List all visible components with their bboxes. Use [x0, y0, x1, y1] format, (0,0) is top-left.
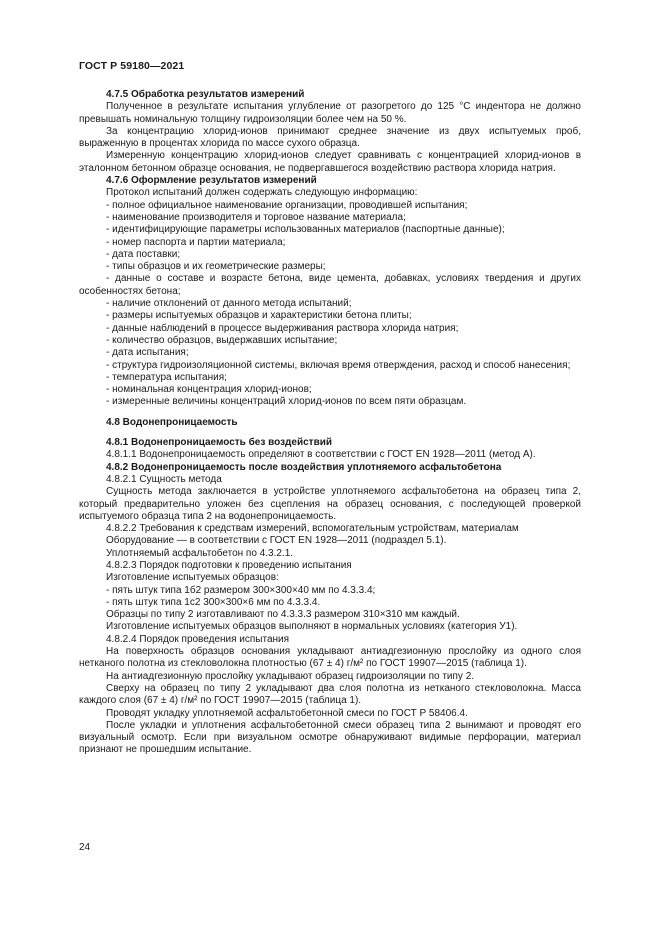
paragraph: Сущность метода заключается в устройстве уплотняемого асфальтобетона на образец типа 2, который предварительно уложен без сцепления на образец основания, с последующей проверкой испытуемого образца типа 2 на водонепроницаемость. [79, 486, 581, 522]
list-item: - измеренные величины концентраций хлорид-ионов по всем пяти образцам. [106, 396, 467, 408]
paragraph: 4.8.1.1 Водонепроницаемость определяют в соответствии с ГОСТ EN 1928—2011 (метод А). [106, 449, 536, 461]
paragraph: После укладки и уплотнения асфальтобетонной смеси образец типа 2 вынимают и проводят его визуальный осмотр. Если при визуальном осмотре обнаруживают видимые перфорации, материал признают не прошедшим испытание. [79, 719, 581, 756]
document-body [79, 89, 581, 757]
list-item: - номер паспорта и партии материала; [106, 236, 286, 248]
list-item: - размеры испытуемых образцов и характеристики бетона плиты; [106, 310, 412, 322]
document-code-header: ГОСТ Р 59180—2021 [79, 60, 185, 72]
list-item: - наименование производителя и торговое название материала; [106, 211, 406, 223]
paragraph: Изготовление испытуемых образцов: [106, 572, 279, 584]
paragraph: Оборудование — в соответствии с ГОСТ EN 1928—2011 (подраздел 5.1). [106, 535, 447, 547]
paragraph: Изготовление испытуемых образцов выполняют в нормальных условиях (категория У1). [106, 621, 518, 633]
list-item: - дата испытания; [106, 347, 189, 359]
list-item: - температура испытания; [106, 371, 227, 383]
paragraph: Измеренную концентрацию хлорид-ионов следует сравнивать с концентрацией хлорид-ионов в эталонном бетонном образце основания, не подвергавшегося воздействию раствора хлорида натрия. [79, 150, 581, 174]
paragraph: Полученное в результате испытания углубление от разогретого до 125 °С индентора не должно превышать номинальную толщину гидроизоляции более чем на 50 %. [79, 101, 581, 125]
paragraph: Сверху на образец по типу 2 укладывают два слоя полотна из нетканого стекловолокна. Масса каждого слоя (67 ± 4) г/м² по ГОСТ 19907—2015 (таблица 1). [79, 682, 581, 707]
list-item: - наличие отклонений от данного метода испытаний; [106, 298, 352, 310]
list-item: - пять штук типа 1с2 300×300×6 мм по 4.3.3.4. [106, 596, 321, 608]
subsection-heading: 4.8.2.4 Порядок проведения испытания [106, 633, 290, 645]
paragraph: На антиадгезионную прослойку укладывают образец гидроизоляции по типу 2. [106, 670, 475, 682]
paragraph: На поверхность образцов основания укладывают антиадгезионную прослойку из одного слоя нетканого полотна из стекловолокна плотностью (67 ± 4) г/м² по ГОСТ 19907—2015 (таблица 1). [79, 646, 581, 670]
list-item: - количество образцов, выдержавших испытание; [106, 334, 338, 346]
section-4-7-6-heading: 4.7.6 Оформление результатов измерений [106, 175, 317, 187]
list-item: - типы образцов и их геометрические размеры; [106, 261, 326, 273]
list-item: - данные о составе и возрасте бетона, виде цемента, добавках, условиях твердения и других особенностях бетона; [79, 273, 581, 297]
paragraph: Протокол испытаний должен содержать следующую информацию: [106, 187, 418, 199]
list-item: - номинальная концентрация хлорид-ионов; [106, 384, 312, 396]
section-4-8-heading: 4.8 Водонепроницаемость [106, 416, 238, 428]
list-item: - дата поставки; [106, 248, 181, 260]
paragraph: За концентрацию хлорид-ионов принимают среднее значение из двух испытуемых проб, выраженную в процентах хлорида по массе сухого образца. [79, 125, 581, 150]
section-4-8-2-heading: 4.8.2 Водонепроницаемость после воздействия уплотняемого асфальтобетона [106, 461, 502, 473]
paragraph: Образцы по типу 2 изготавливают по 4.3.3.3 размером 310×310 мм каждый. [106, 609, 460, 621]
subsection-heading: 4.8.2.3 Порядок подготовки к проведению испытания [106, 559, 352, 571]
paragraph: Проводят укладку уплотняемой асфальтобетонной смеси по ГОСТ Р 58406.4. [106, 707, 468, 719]
section-4-8-1-heading: 4.8.1 Водонепроницаемость без воздействий [106, 437, 333, 449]
list-item: - данные наблюдений в процессе выдерживания раствора хлорида натрия; [106, 322, 459, 334]
subsection-heading: 4.8.2.1 Сущность метода [106, 473, 222, 485]
paragraph: Уплотняемый асфальтобетон по 4.3.2.1. [106, 547, 294, 559]
list-item: - пять штук типа 1б2 размером 300×300×40 мм по 4.3.3.4; [106, 584, 376, 596]
list-item: - структура гидроизоляционной системы, включая время отверждения, расход и способ нанесения; [106, 359, 571, 371]
page-number: 24 [79, 842, 91, 853]
subsection-heading: 4.8.2.2 Требования к средствам измерений, вспомогательным устройствам, материалам [106, 523, 519, 535]
list-item: - полное официальное наименование организации, проводившей испытания; [106, 199, 468, 211]
section-4-7-5-heading: 4.7.5 Обработка результатов измерений [106, 89, 305, 100]
list-item: - идентифицирующие параметры использованных материалов (паспортные данные); [106, 224, 505, 236]
